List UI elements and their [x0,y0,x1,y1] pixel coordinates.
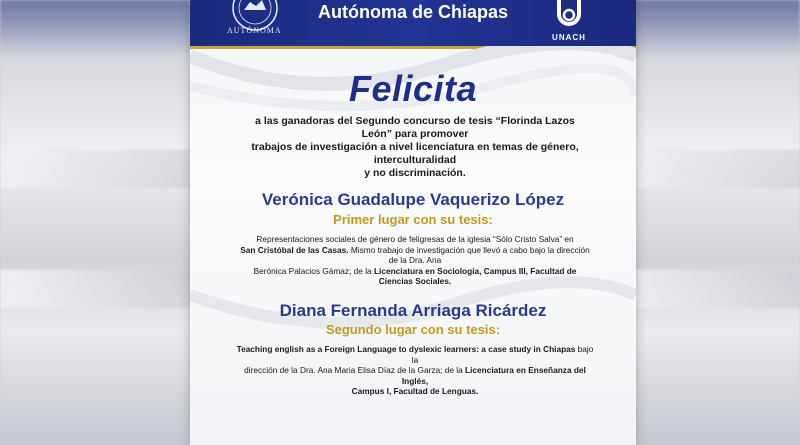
thesis-bold: San Cristóbal de las Casas. [240,244,349,255]
thesis-bold: Campus I, Facultad de Lenguas. [351,386,479,396]
header-banner [190,0,636,49]
background-stripe [0,270,190,308]
announcement-card [190,0,636,445]
intro-line: y no discriminación. [364,167,466,179]
thesis-text: Mismo trabajo de investigación que llevó a cabo bajo la dirección de la Dra. Ana [348,244,590,265]
thesis-description-second [236,344,594,397]
intro-line: trabajos de investigación a nivel licenciatura en temas de género, interculturalidad [251,141,579,166]
thesis-line [236,266,594,287]
page-title: Felicita [348,68,478,109]
unach-logo-icon [551,0,587,36]
thesis-line [236,386,594,397]
winner-name-second: Diana Fernanda Arriaga Ricárdez [279,301,547,320]
thesis-line [236,365,594,386]
thesis-line: Representaciones sociales de género de feligresas de la iglesia “Sólo Cristo Salva” en [256,234,574,244]
seal-label: AUTÓNOMA [227,26,282,35]
logo-label: UNACH [552,33,586,42]
thesis-line [236,245,594,266]
thesis-text: Berónica Palacios Gámaz; de la [253,265,374,276]
background-stripe [610,150,800,188]
background-stripe [610,270,800,308]
winner-place-first: Primer lugar con su tesis: [333,212,493,227]
winner-name-first: Verónica Guadalupe Vaquerizo López [261,190,565,209]
thesis-bold: Licenciatura en Sociología, Campus III, Facultad de Ciencias Sociales. [373,265,577,286]
intro-text [250,115,580,180]
winner-place-second: Segundo lugar con su tesis: [325,322,501,337]
thesis-line [236,344,594,365]
thesis-text: dirección de la Dra. Ana Maria Elisa Díaz de la Garza; de la [244,365,466,375]
thesis-bold: Teaching english as a Foreign Language to dyslexic learners: a case study in Chiapas [236,344,576,354]
intro-line: a las ganadoras del Segundo concurso de tesis “Florinda Lazos León” para promover [255,115,575,140]
background-stripe [0,150,190,188]
background-left [0,0,190,445]
header-title: Autónoma de Chiapas [317,2,509,22]
thesis-bold: Licenciatura en Enseñanza del Inglés, [401,365,586,386]
background-right [610,0,800,445]
thesis-text: bajo la [411,344,594,365]
thesis-description-first [236,234,594,287]
